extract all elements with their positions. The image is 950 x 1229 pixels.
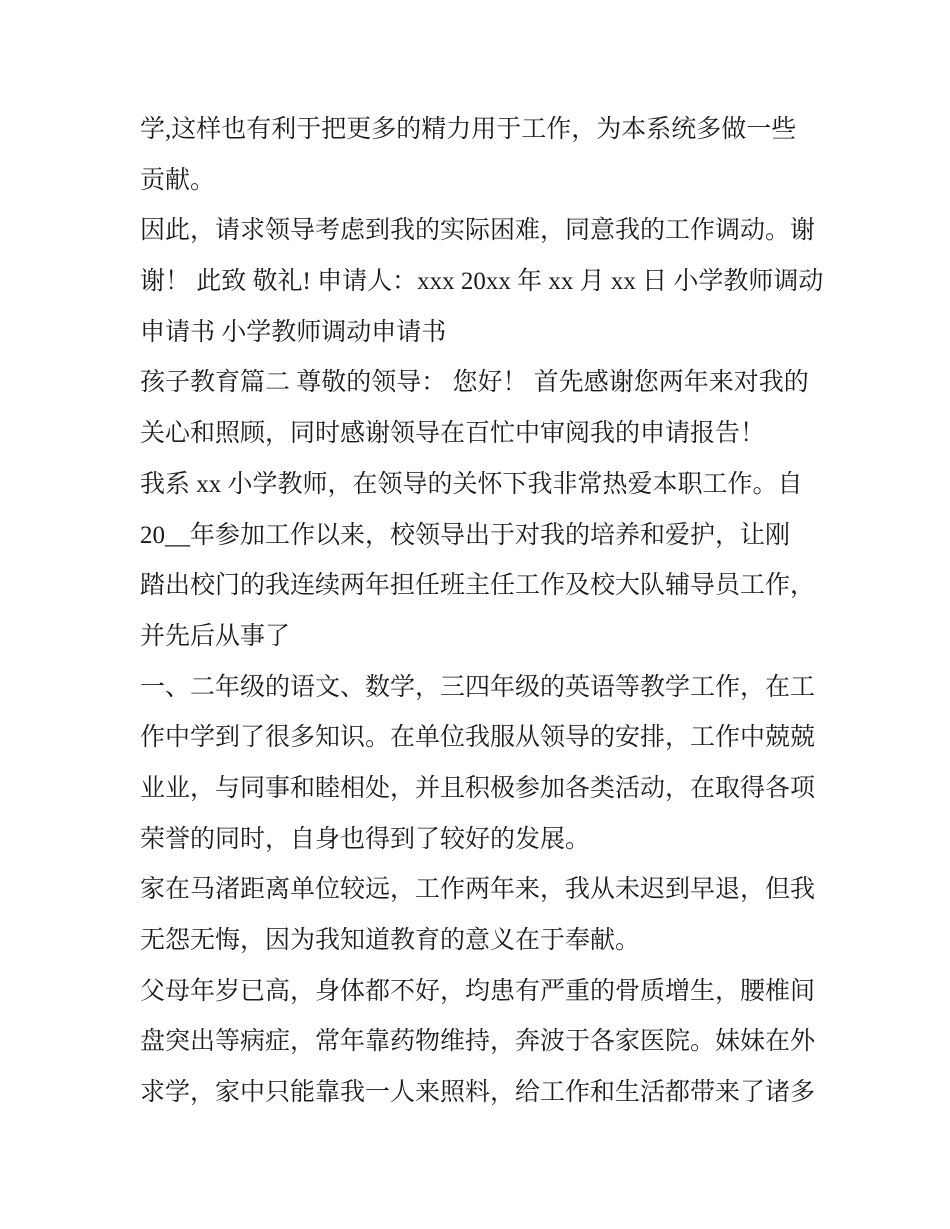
text-line: 孩子教育篇二 尊敬的领导： 您好！ 首先感谢您两年来对我的 [140, 369, 809, 397]
text-line: 谢！ 此致 敬礼! 申请人：xxx 20xx 年 xx 月 xx 日 小学教师调动 [140, 268, 824, 296]
text-line: 荣誉的同时，自身也得到了较好的发展。 [140, 825, 591, 853]
text-line: 贡献。 [140, 166, 216, 194]
document-page [140, 105, 840, 1119]
text-line: 业业，与同事和睦相处，并且积极参加各类活动，在取得各项 [140, 774, 816, 802]
text-line: 无怨无悔，因为我知道教育的意义在于奉献。 [140, 927, 641, 954]
text-line: 父母年岁已高，身体都不好，均患有严重的骨质增生，腰椎间 [140, 977, 816, 1005]
text-line: 20__年参加工作以来，校领导出于对我的培养和爱护，让刚 [140, 521, 791, 549]
text-line: 家在马渚距离单位较远，工作两年来，我从未迟到早退，但我 [140, 876, 816, 904]
paragraph [140, 663, 840, 866]
text-line: 求学，家中只能靠我一人来照料，给工作和生活都带来了诸多 [140, 1079, 816, 1107]
paragraph [140, 865, 840, 966]
paragraph [140, 206, 840, 358]
text-line: 踏出校门的我连续两年担任班主任工作及校大队辅导员工作， [140, 572, 816, 600]
paragraph [140, 967, 840, 1119]
text-line: 申请书 小学教师调动申请书 [140, 318, 447, 346]
paragraph [140, 358, 840, 459]
text-line: 关心和照顾，同时感谢领导在百忙中审阅我的申请报告！ [140, 420, 766, 448]
text-line: 盘突出等病症，常年靠药物维持，奔波于各家医院。妹妹在外 [140, 1028, 816, 1056]
text-line: 作中学到了很多知识。在单位我服从领导的安排，工作中兢兢 [140, 724, 816, 752]
paragraph [140, 105, 840, 206]
text-line: 并先后从事了 [140, 622, 291, 650]
text-line: 一、二年级的语文、数学，三四年级的英语等教学工作，在工 [140, 673, 816, 701]
text-line: 我系 xx 小学教师，在领导的关怀下我非常热爱本职工作。自 [140, 470, 803, 498]
text-line: 学,这样也有利于把更多的精力用于工作，为本系统多做一些 [140, 116, 797, 143]
text-line: 因此，请求领导考虑到我的实际困难，同意我的工作调动。谢 [140, 217, 816, 245]
paragraph [140, 460, 840, 663]
